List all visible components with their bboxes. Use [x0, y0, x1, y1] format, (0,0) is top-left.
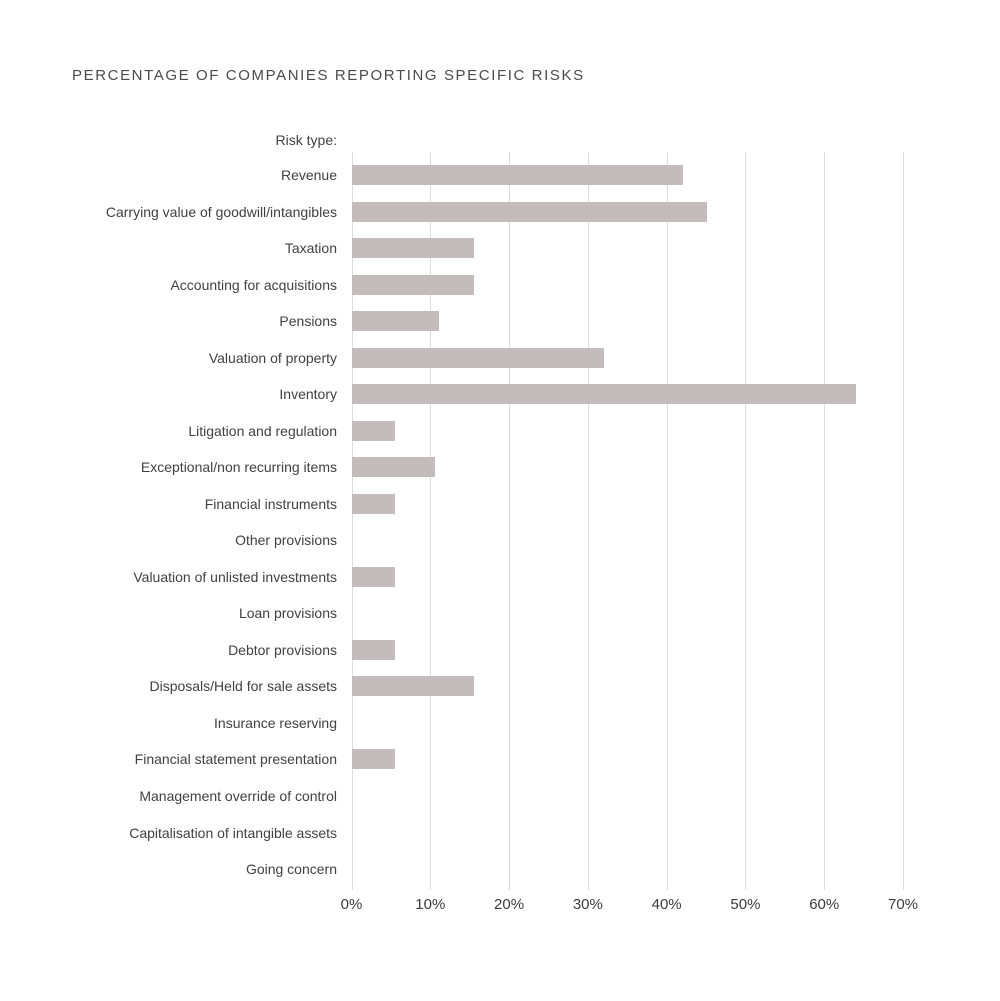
- category-label: Debtor provisions: [228, 641, 337, 658]
- bar: [352, 348, 604, 368]
- x-tick-label: 10%: [415, 896, 446, 913]
- gridline: [667, 152, 668, 890]
- gridline: [509, 152, 510, 890]
- bar: [352, 676, 474, 696]
- category-label: Insurance reserving: [214, 714, 337, 731]
- category-label: Financial instruments: [204, 495, 337, 512]
- x-tick-label: 30%: [572, 896, 603, 913]
- bar: [352, 384, 856, 404]
- category-label: Revenue: [280, 167, 337, 183]
- gridline: [588, 152, 589, 890]
- gridline: [903, 152, 904, 890]
- x-tick-label: 0%: [340, 896, 363, 913]
- category-label: Accounting for acquisitions: [170, 276, 337, 293]
- category-label: Loan provisions: [238, 605, 337, 622]
- axis-title: Risk type:: [275, 132, 337, 148]
- bar: [352, 165, 683, 185]
- category-label: Disposals/Held for sale assets: [149, 678, 337, 695]
- category-label: Exceptional/non recurring items: [140, 459, 337, 476]
- x-tick-label: 40%: [651, 896, 682, 913]
- x-tick-label: 20%: [494, 896, 525, 913]
- bar: [352, 494, 395, 514]
- bar: [352, 457, 435, 477]
- x-tick-label: 50%: [730, 896, 761, 913]
- category-label: Valuation of property: [208, 349, 337, 366]
- bar: [352, 421, 395, 441]
- gridline: [745, 152, 746, 890]
- category-label: Valuation of unlisted investments: [133, 568, 337, 585]
- bar: [352, 567, 395, 587]
- category-label: Inventory: [279, 386, 337, 403]
- x-tick-label: 70%: [887, 896, 919, 913]
- category-label: Carrying value of goodwill/intangibles: [105, 203, 337, 220]
- bar: [352, 311, 439, 331]
- category-label: Financial statement presentation: [134, 751, 337, 768]
- category-label: Management override of control: [139, 788, 337, 804]
- category-label: Taxation: [284, 240, 337, 257]
- category-label: Capitalisation of intangible assets: [129, 824, 337, 841]
- bar: [352, 275, 474, 295]
- bar: [352, 640, 395, 660]
- bar: [352, 238, 474, 258]
- gridline: [430, 152, 431, 890]
- x-tick-label: 60%: [809, 896, 840, 913]
- category-label: Other provisions: [235, 532, 337, 549]
- gridline: [824, 152, 825, 890]
- gridline: [352, 152, 353, 890]
- category-label: Going concern: [245, 861, 337, 878]
- category-label: Pensions: [279, 313, 337, 330]
- chart-title: PERCENTAGE OF COMPANIES REPORTING SPECIFIC RISKS: [72, 67, 585, 84]
- bar: [352, 749, 395, 769]
- category-label: Litigation and regulation: [188, 422, 337, 439]
- bar: [352, 202, 707, 222]
